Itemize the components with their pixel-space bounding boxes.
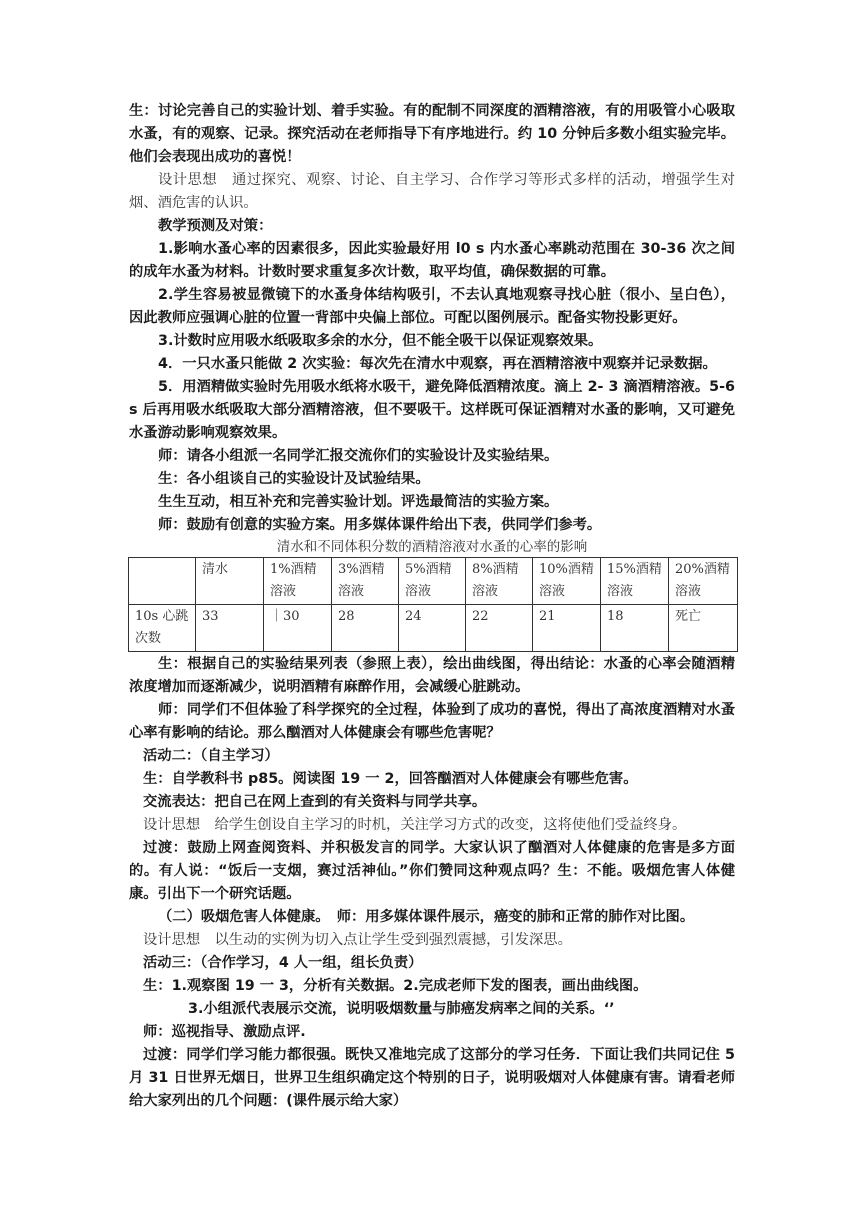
table-cell: 21 [533,605,601,652]
table-header-cell: 清水 [196,558,264,605]
paragraph-self-study: 生：自学教科书 p85。阅读图 19 一 2，回答酗酒对人体健康会有哪些危害。 [143,771,638,787]
paragraph-student-report: 生：各小组谈自己的实验设计及试验结果。 [158,471,430,487]
paragraph-transition-2: 过渡：同学们学习能力都很强。既快又准地完成了这部分的学习任务．下面让我们共同记住 5 月 31 日世界无烟日，世界卫生组织确定这个特别的日子，说明吸烟对人体健康有害。请看老师给大家列出的几个问题：(课件展示给大家） [129,1047,735,1109]
paragraph-teacher-report: 师：请各小组派一名同学汇报交流你们的实验设计及实验结果。 [158,448,559,464]
table-header-cell: 1%酒精溶液 [264,558,332,605]
table-cell: 24 [399,605,466,652]
paragraph-transition-1: 过渡：鼓励上网查阅资料、并积极发言的同学。大家认识了酗酒对人体健康的危害是多方面的。有人说：“饭后一支烟，赛过活神仙。”你们赞同这种观点吗？生：不能。吸烟危害人体健康。引出下一个研究话题。 [129,840,735,902]
table-cell: 18 [601,605,669,652]
table-header-row [129,558,738,605]
paragraph-teacher-encourage: 师：鼓励有创意的实验方案。用多媒体课件给出下表，供同学们参考。 [158,517,602,533]
table-caption: 清水和不同体积分数的酒精溶液对水蚤的心率的影响 [276,539,588,555]
paragraph-student-conclusion: 生：根据自己的实验结果列表（参照上表），绘出曲线图，得出结论：水蚤的心率会随酒精浓度增加而逐渐减少，说明酒精有麻醉作用，会减缓心脏跳动。 [129,656,735,695]
paragraph-prediction-5: 5．用酒精做实验时先用吸水纸将水吸干，避免降低酒精浓度。滴上 2- 3 滴酒精溶液。5-6s 后再用吸水纸吸取大部分酒精溶液，但不要吸干。这样既可保证酒精对水蚤的影响，又可避免水蚤游动影响观察效果。 [129,379,735,441]
paragraph-exchange: 交流表达：把自己在网上查到的有关资料与同学共享。 [143,794,487,810]
table-header-cell: 3%酒精溶液 [332,558,399,605]
paragraph-teacher-guidance: 师：巡视指导、激励点评. [143,1024,306,1040]
paragraph-student-discussion: 生：讨论完善自己的实验计划、着手实验。有的配制不同深度的酒精溶液，有的用吸管小心吸取水蚤，有的观察、记录。探究活动在老师指导下有序地进行。约 10 分钟后多数小组实验完毕。他们会表现出成功的喜悦！ [129,103,735,165]
paragraph-prediction-2: 2.学生容易被显微镜下的水蚤身体结构吸引，不去认真地观察寻找心脏（很小、呈白色），因此教师应强调心脏的位置一背部中央偏上部位。可配以图例展示。配备实物投影更好。 [129,287,735,326]
paragraph-student-tasks: 生：1.观察图 19 一 3，分析有关数据。2.完成老师下发的图表，画出曲线图。 [143,978,648,994]
table-cell: 33 [196,605,264,652]
paragraph-group-report: 3.小组派代表展示交流，说明吸烟数量与肺癌发病率之间的关系。‘’ [188,1001,615,1017]
table-cell: ｜30 [264,605,332,652]
table-header-cell: 15%酒精溶液 [601,558,669,605]
paragraph-smoking-section: （二）吸烟危害人体健康。 师：用多媒体课件展示，癌变的肺和正常的肺作对比图。 [158,909,695,925]
paragraph-activity-three: 活动三：（合作学习，4 人一组，组长负责） [143,955,423,971]
table-header-cell [129,558,196,605]
paragraph-peer-interaction: 生生互动，相互补充和完善实验计划。评选最简洁的实验方案。 [158,494,559,510]
paragraph-prediction-4: 4．一只水蚤只能做 2 次实验：每次先在清水中观察，再在酒精溶液中观察并记录数据。 [158,356,717,372]
table-cell: 28 [332,605,399,652]
table-cell: 死亡 [669,605,738,652]
paragraph-teacher-summary: 师：同学们不但体验了科学探究的全过程，体验到了成功的喜悦，得出了高浓度酒精对水蚤心率有影响的结论。那么酗酒对人体健康会有哪些危害呢？ [129,702,735,741]
document-body [129,100,735,1113]
table-header-cell: 20%酒精溶液 [669,558,738,605]
table-header-cell: 8%酒精溶液 [466,558,533,605]
heart-rate-table [128,557,738,652]
paragraph-prediction-3: 3.计数时应用吸水纸吸取多余的水分，但不能全吸干以保证观察效果。 [158,333,603,349]
paragraph-design-thought-2: 设计思想 给学生创设自主学习的时机，关注学习方式的改变，这将使他们受益终身。 [143,817,687,833]
paragraph-activity-two: 活动二：（自主学习） [143,748,279,764]
table-header-cell: 10%酒精溶液 [533,558,601,605]
paragraph-teaching-prediction-title: 教学预测及对策： [158,218,273,234]
table-row-label: 10s 心跳次数 [129,605,196,652]
table-header-cell: 5%酒精溶液 [399,558,466,605]
table-cell: 22 [466,605,533,652]
paragraph-prediction-1: 1.影响水蚤心率的因素很多，因此实验最好用 l0 s 内水蚤心率跳动范围在 30-36 次之间的成年水蚤为材料。计数时要求重复多次计数，取平均值，确保数据的可靠。 [129,241,735,280]
table-row [129,605,738,652]
paragraph-design-thought-1: 设计思想 通过探究、观察、讨论、自主学习、合作学习等形式多样的活动，增强学生对烟、酒危害的认识。 [129,172,735,211]
paragraph-design-thought-3: 设计思想 以生动的实例为切入点让学生受到强烈震撼，引发深思。 [143,932,572,948]
